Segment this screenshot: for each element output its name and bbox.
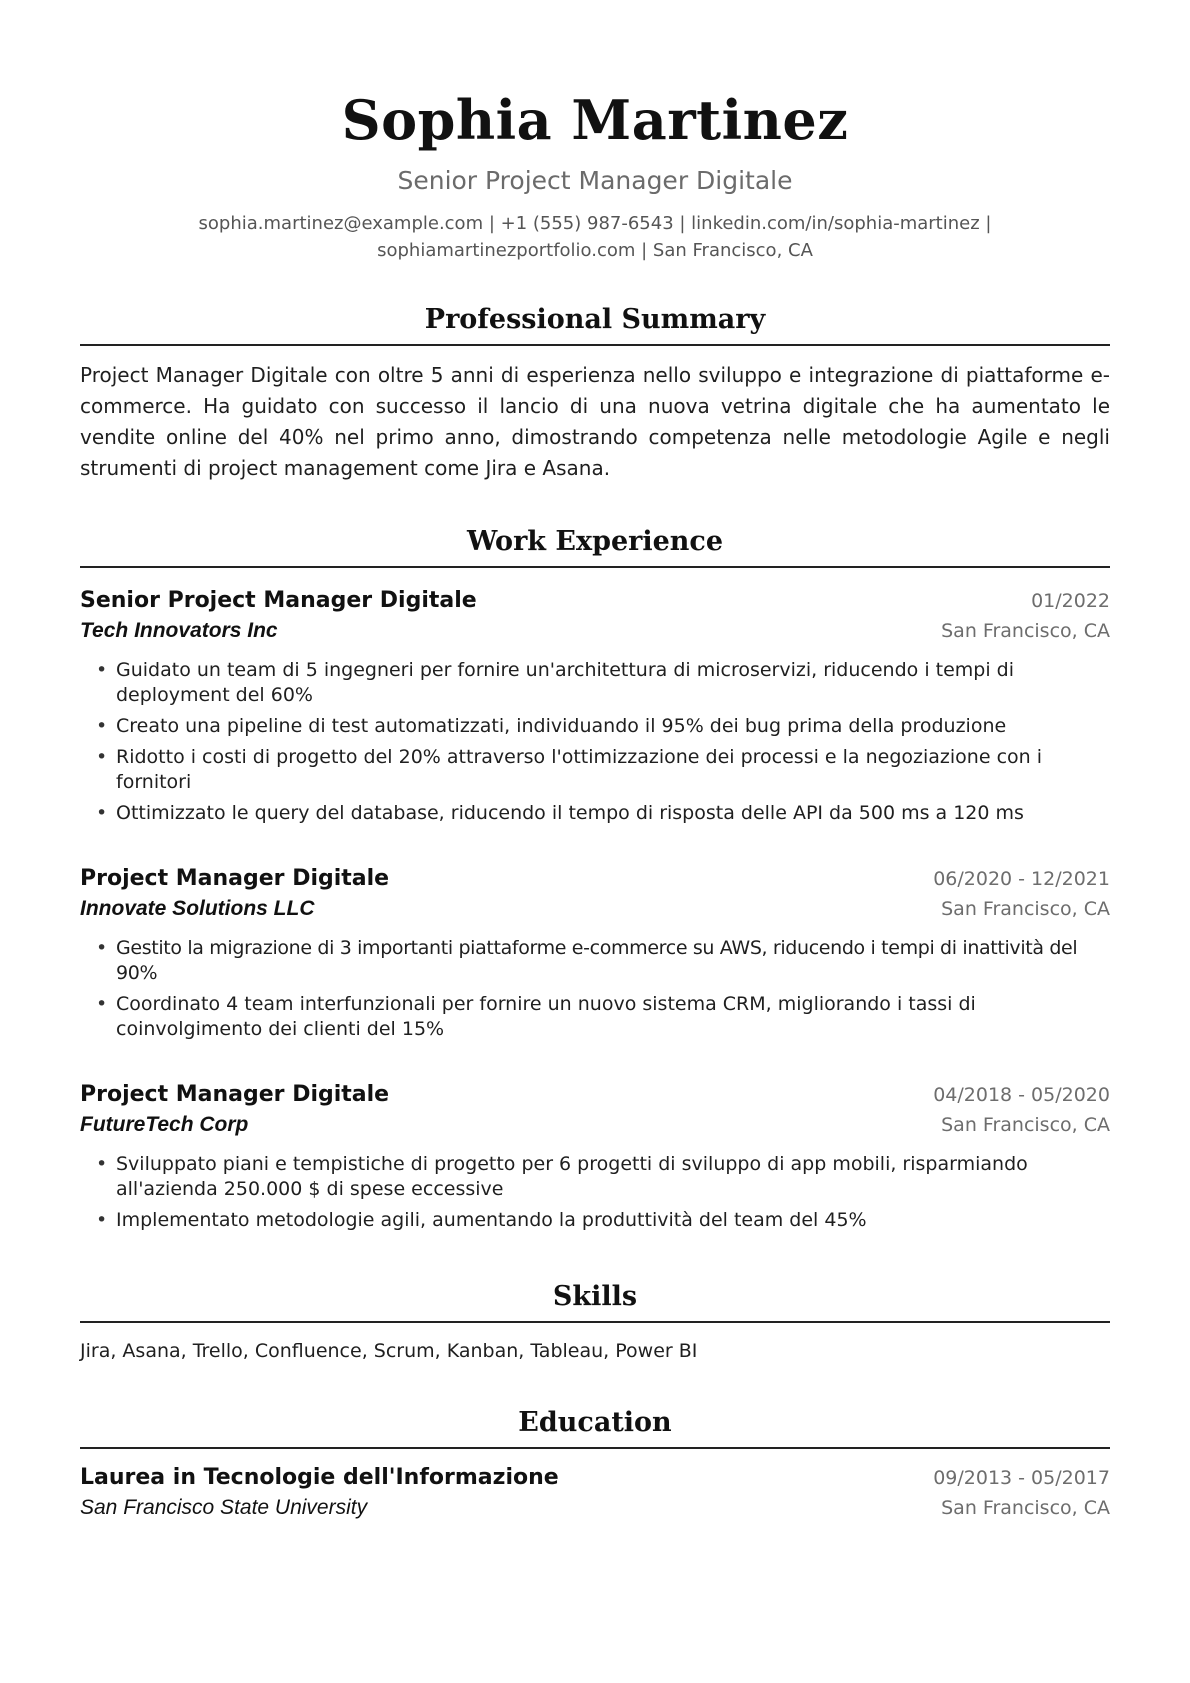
bullet-item: • Ridotto i costi di progetto del 20% attraverso l'ottimizzazione dei processi e la negoziazione con i fornitori: [116, 745, 1110, 795]
bullet-item: • Guidato un team di 5 ingegneri per fornire un'architettura di microservizi, riducendo i tempi di deployment del 60%: [116, 658, 1110, 708]
education-school-row: [80, 1493, 1110, 1523]
bullet-item: • Ottimizzato le query del database, riducendo il tempo di risposta delle API da 500 ms a 120 ms: [116, 801, 1110, 826]
job-location: San Francisco, CA: [941, 620, 1110, 642]
degree-title: Laurea in Tecnologie dell'Informazione: [80, 1465, 559, 1490]
job-date: 06/2020 - 12/2021: [933, 868, 1110, 890]
job-entry: [80, 864, 1110, 1042]
job-bullets: [80, 936, 1110, 1042]
job-bullets: [80, 1152, 1110, 1233]
job-title: Senior Project Manager Digitale: [80, 588, 477, 613]
job-entry: [80, 1080, 1110, 1233]
job-company: FutureTech Corp: [80, 1113, 249, 1136]
bullet-item: • Coordinato 4 team interfunzionali per fornire un nuovo sistema CRM, migliorando i tassi di coinvolgimento dei clienti del 15%: [116, 992, 1110, 1042]
contact-info: [80, 210, 1110, 264]
section-title-skills: Skills: [80, 1279, 1110, 1323]
candidate-name: Sophia Martinez: [341, 88, 849, 152]
education-date: 09/2013 - 05/2017: [933, 1467, 1110, 1489]
job-date: 04/2018 - 05/2020: [933, 1084, 1110, 1106]
job-header-row: [80, 1080, 1110, 1110]
job-company-row: [80, 894, 1110, 924]
job-title: Project Manager Digitale: [80, 866, 390, 891]
education-section: [80, 1405, 1110, 1523]
resume-header: [80, 0, 1110, 264]
job-company-row: [80, 616, 1110, 646]
section-title-experience: Work Experience: [80, 524, 1110, 568]
bullet-item: • Gestito la migrazione di 3 importanti piattaforme e-commerce su AWS, riducendo i tempi di inattività del 90%: [116, 936, 1110, 986]
education-location: San Francisco, CA: [941, 1497, 1110, 1519]
summary-text: Project Manager Digitale con oltre 5 anni di esperienza nello sviluppo e integrazione di piattaforme e-commerce. Ha guidato con successo il lancio di una nuova vetrina digitale che ha aumentato le vendite online del 40% nel primo anno, dimostrando competenza nelle metodologie Agile e negli strumenti di project management come Jira e Asana.: [80, 363, 1110, 480]
job-company-row: [80, 1110, 1110, 1140]
job-company: Tech Innovators Inc: [80, 619, 278, 642]
job-header-row: [80, 586, 1110, 616]
job-company: Innovate Solutions LLC: [80, 897, 315, 920]
bullet-item: • Implementato metodologie agili, aumentando la produttività del team del 45%: [116, 1208, 1110, 1233]
section-title-summary: Professional Summary: [80, 302, 1110, 346]
experience-section: [80, 524, 1110, 1233]
bullet-item: • Sviluppato piani e tempistiche di progetto per 6 progetti di sviluppo di app mobili, risparmiando all'azienda 250.000 $ di spese eccessive: [116, 1152, 1110, 1202]
skills-text: Jira, Asana, Trello, Confluence, Scrum, Kanban, Tableau, Power BI: [80, 1340, 698, 1362]
education-header-row: [80, 1463, 1110, 1493]
section-title-education: Education: [80, 1405, 1110, 1449]
education-entry: [80, 1463, 1110, 1523]
job-header-row: [80, 864, 1110, 894]
contact-line-1: sophia.martinez@example.com | +1 (555) 987-6543 | linkedin.com/in/sophia-martinez |: [198, 213, 992, 234]
skills-section: [80, 1279, 1110, 1365]
job-date: 01/2022: [1031, 590, 1110, 612]
job-title: Project Manager Digitale: [80, 1082, 390, 1107]
summary-section: [80, 302, 1110, 484]
job-location: San Francisco, CA: [941, 898, 1110, 920]
school-name: San Francisco State University: [80, 1496, 368, 1519]
contact-line-2: sophiamartinezportfolio.com | San Francisco, CA: [377, 240, 813, 261]
job-bullets: [80, 658, 1110, 826]
bullet-item: • Creato una pipeline di test automatizzati, individuando il 95% dei bug prima della produzione: [116, 714, 1110, 739]
job-location: San Francisco, CA: [941, 1114, 1110, 1136]
candidate-headline: Senior Project Manager Digitale: [397, 166, 793, 195]
job-entry: [80, 586, 1110, 826]
